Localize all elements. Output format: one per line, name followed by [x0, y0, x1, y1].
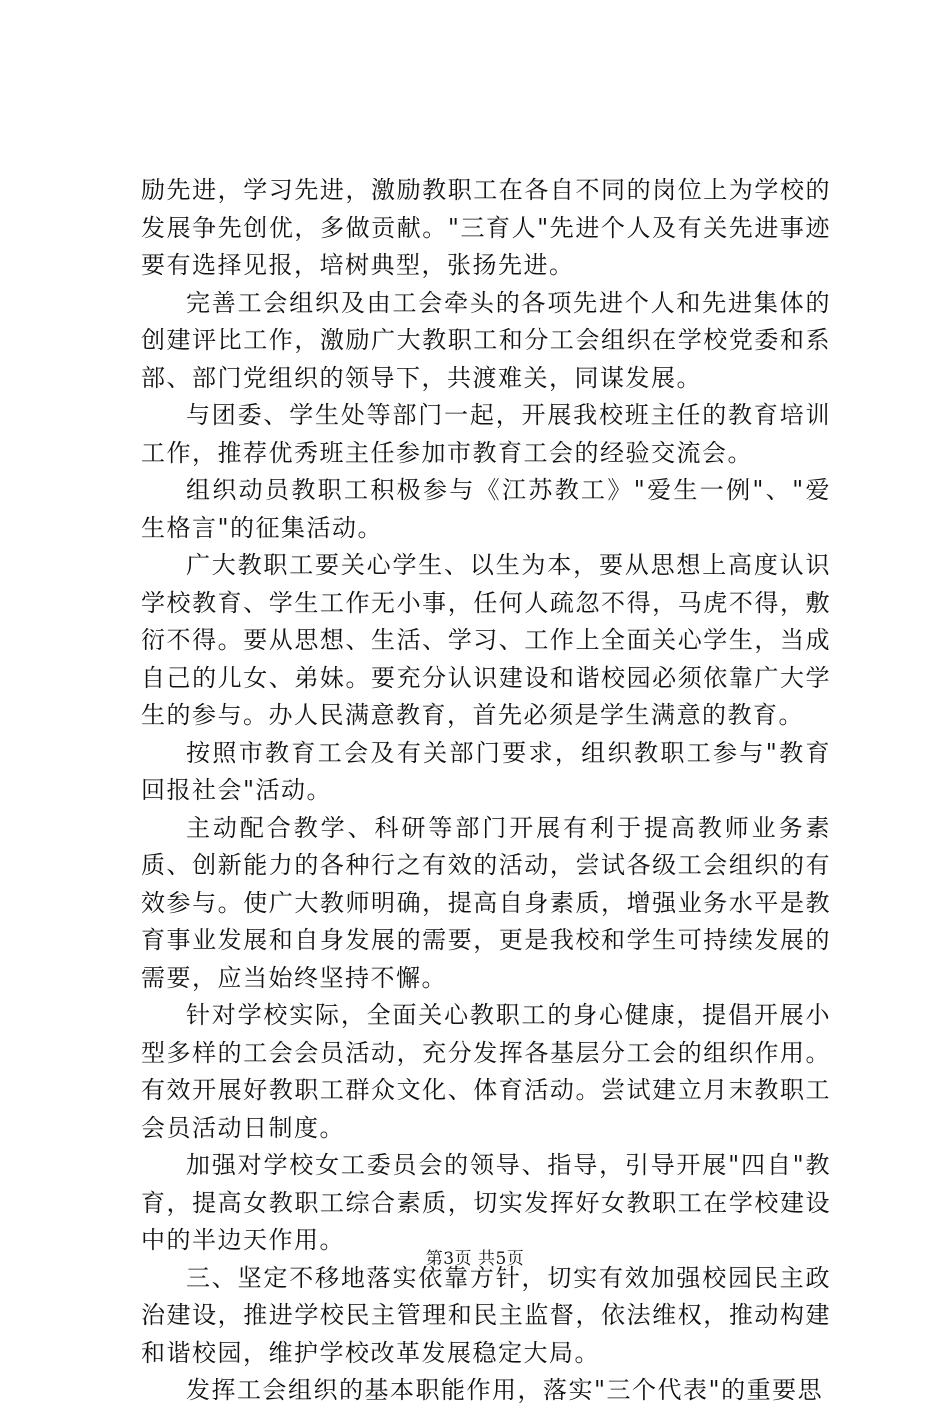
- paragraph: 广大教职工要关心学生、以生为本，要从思想上高度认识学校教育、学生工作无小事，任何人疏忽不得，马虎不得，敷衍不得。要从思想、生活、学习、工作上全面关心学生，当成自己的儿女、弟妹。要充分认识建设和谐校园必须依靠广大学生的参与。办人民满意教育，首先必须是学生满意的教育。: [141, 551, 831, 729]
- paragraph: 发挥工会组织的基本职能作用，落实"三个代表"的重要思: [186, 1376, 824, 1404]
- paragraph: 组织动员教职工积极参与《江苏教工》"爱生一例"、"爱生格言"的征集活动。: [141, 476, 831, 542]
- paragraph: 加强对学校女工委员会的领导、指导，引导开展"四自"教育，提高女教职工综合素质，切实发挥好女教职工在学校建设中的半边天作用。: [141, 1151, 831, 1254]
- section-heading-paragraph: 三、坚定不移地落实依靠方针，切实有效加强校园民主政治建设，推进学校民主管理和民主监督，依法维权，推动构建和谐校园，维护学校改革发展稳定大局。: [141, 1263, 831, 1367]
- paragraph: 针对学校实际，全面关心教职工的身心健康，提倡开展小型多样的工会会员活动，充分发挥各基层分工会的组织作用。有效开展好教职工群众文化、体育活动。尝试建立月末教职工会员活动日制度。: [141, 1001, 831, 1142]
- document-body: [141, 172, 831, 1410]
- page-number-footer: 第3页 共5页: [425, 1249, 525, 1269]
- paragraph: 按照市教育工会及有关部门要求，组织教职工参与"教育回报社会"活动。: [141, 738, 831, 804]
- paragraph: 与团委、学生处等部门一起，开展我校班主任的教育培训工作，推荐优秀班主任参加市教育工会的经验交流会。: [141, 401, 831, 467]
- paragraph-continued: 励先进，学习先进，激励教职工在各自不同的岗位上为学校的发展争先创优，多做贡献。"三育人"先进个人及有关先进事迹要有选择见报，培树典型，张扬先进。: [141, 176, 831, 279]
- paragraph: 主动配合教学、科研等部门开展有利于提高教师业务素质、创新能力的各种行之有效的活动，尝试各级工会组织的有效参与。使广大教师明确，提高自身素质，增强业务水平是教育事业发展和自身发展的需要，更是我校和学生可持续发展的需要，应当始终坚持不懈。: [141, 813, 831, 992]
- paragraph: 完善工会组织及由工会牵头的各项先进个人和先进集体的创建评比工作，激励广大教职工和分工会组织在学校党委和系部、部门党组织的领导下，共渡难关，同谋发展。: [141, 288, 831, 392]
